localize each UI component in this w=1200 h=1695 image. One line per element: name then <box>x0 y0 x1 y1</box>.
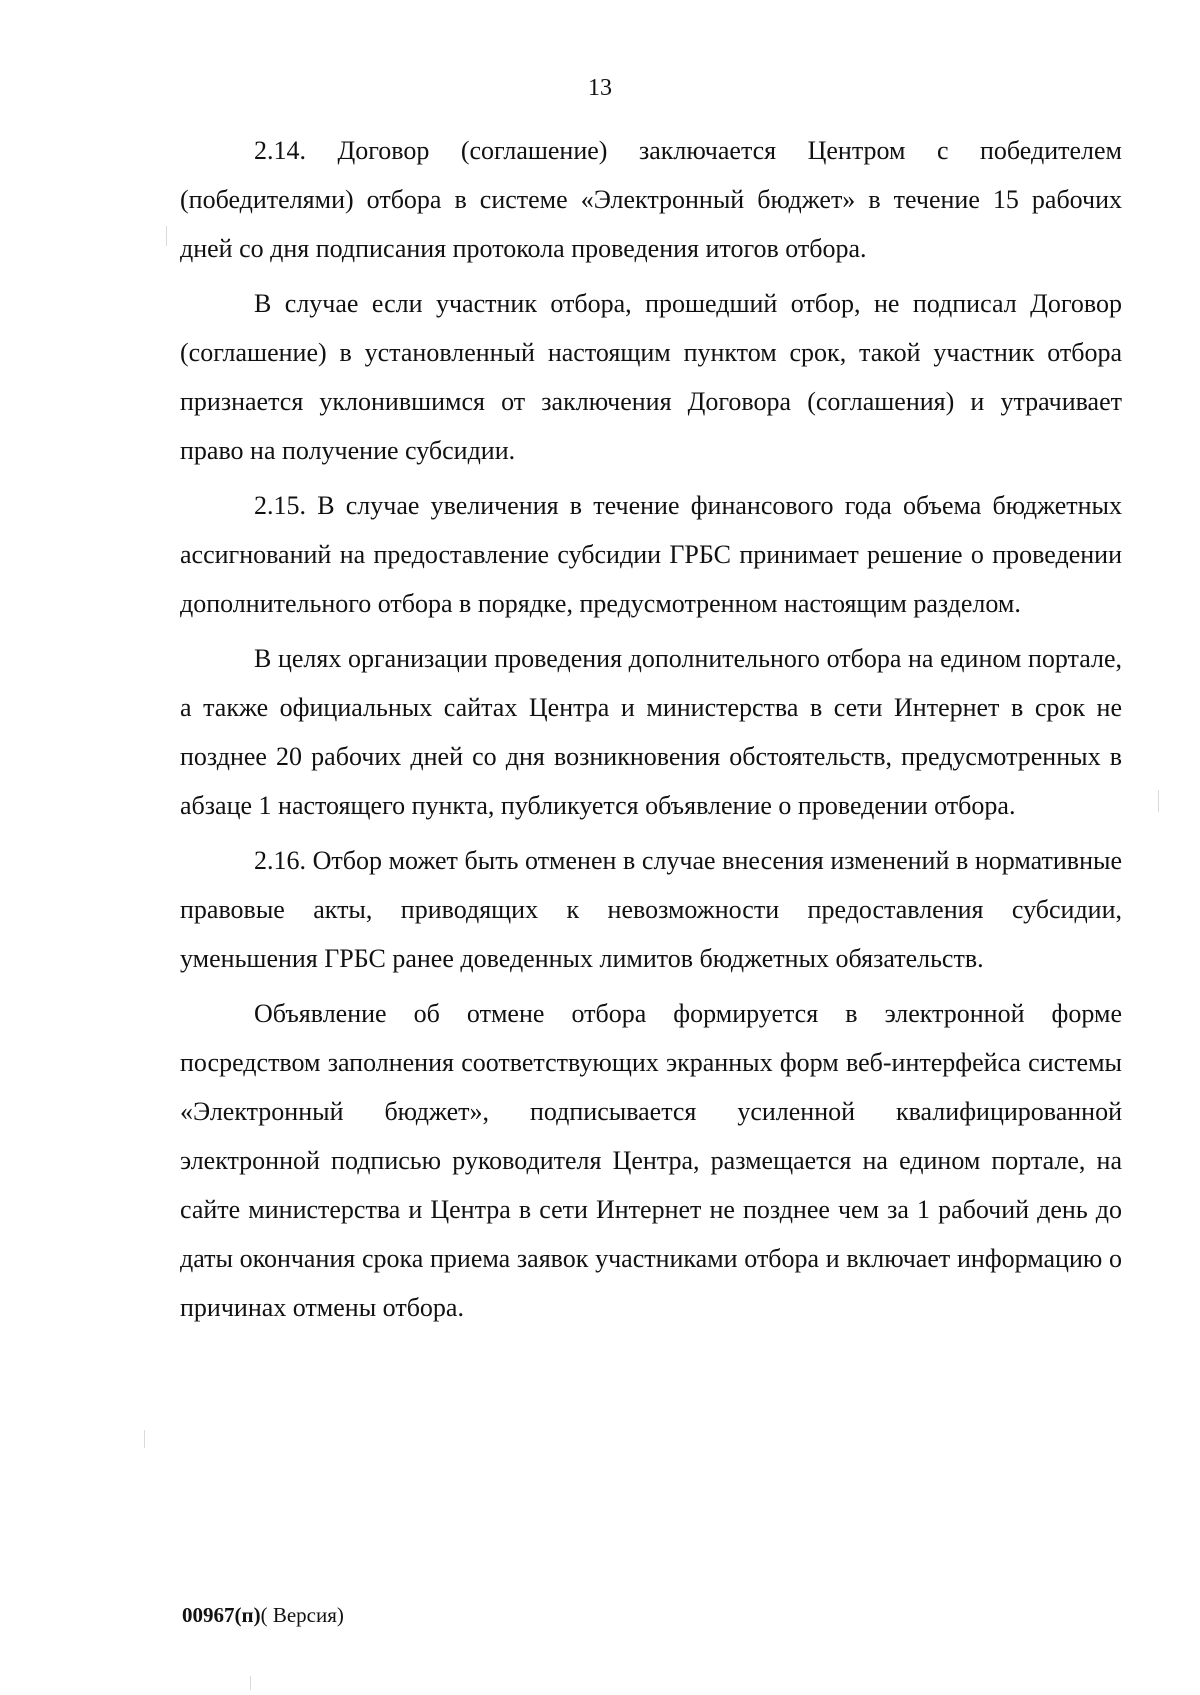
paragraph-cancellation-notice: Объявление об отмене отбора формируется в электронной форме посредством заполнения соответствующих экранных форм веб-интерфейса системы «Электронный бюджет», подписывается усиленной квалифицированной электронной подписью руководителя Центра, размещается на едином портале, на сайте министерства и Центра в сети Интернет не позднее чем за 1 рабочий день до даты окончания срока приема заявок участниками отбора и включает информацию о причинах отмены отбора. <box>180 999 1122 1322</box>
document-code: 00967(п) <box>182 1603 261 1627</box>
scan-artifact <box>166 226 167 246</box>
page-number: 13 <box>588 75 612 101</box>
scan-artifact <box>144 1430 145 1448</box>
paragraph-2-15: 2.15. В случае увеличения в течение финансового года объема бюджетных ассигнований на предоставление субсидии ГРБС принимает решение о проведении дополнительного отбора в порядке, предусмотренном настоящим разделом. <box>180 491 1122 618</box>
paragraph-refusal: В случае если участник отбора, прошедший отбор, не подписал Договор (соглашение) в установленный настоящим пунктом срок, такой участник отбора признается уклонившимся от заключения Договора (соглашения) и утрачивает право на получение субсидии. <box>180 289 1122 465</box>
paragraph-additional-selection: В целях организации проведения дополнительного отбора на едином портале, а также официальных сайтах Центра и министерства в сети Интернет в срок не позднее 20 рабочих дней со дня возникновения обстоятельств, предусмотренных в абзаце 1 настоящего пункта, публикуется объявление о проведении отбора. <box>180 644 1122 820</box>
scan-artifact <box>250 1676 251 1690</box>
document-footer <box>182 1602 344 1628</box>
document-body <box>180 126 1122 1334</box>
paragraph-2-16: 2.16. Отбор может быть отменен в случае внесения изменений в нормативные правовые акты, приводящих к невозможности предоставления субсидии, уменьшения ГРБС ранее доведенных лимитов бюджетных обязательств. <box>180 846 1122 973</box>
scan-artifact <box>1158 790 1159 812</box>
paragraph-2-14: 2.14. Договор (соглашение) заключается Центром с победителем (победителями) отбора в системе «Электронный бюджет» в течение 15 рабочих дней со дня подписания протокола проведения итогов отбора. <box>180 136 1122 263</box>
document-version: ( Версия) <box>260 1603 344 1627</box>
